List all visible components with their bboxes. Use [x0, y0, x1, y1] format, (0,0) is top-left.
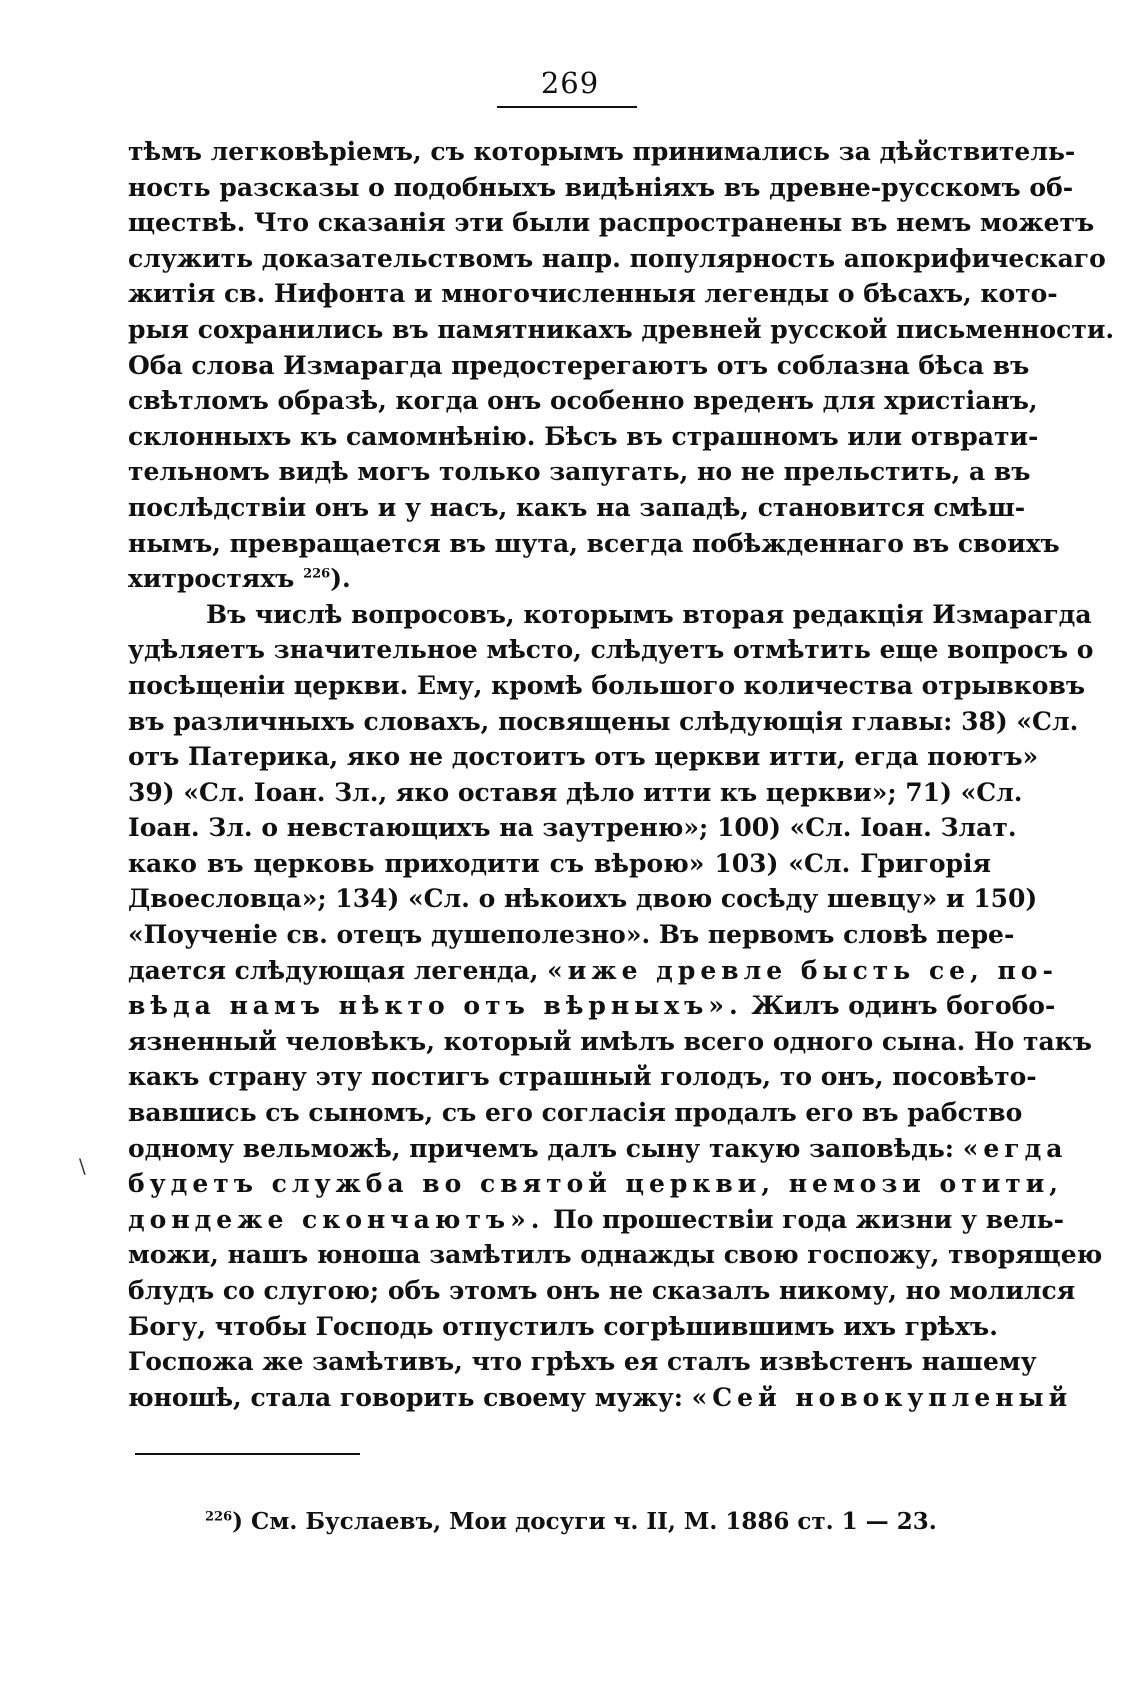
footnote [205, 1508, 937, 1535]
text-line: вавшись съ сыномъ, съ его согласія продалъ его въ рабство [128, 1098, 1023, 1128]
text-line: тельномъ видѣ могъ только запугать, но не прельстить, а въ [128, 457, 1031, 487]
text-line: можи, нашъ юноша замѣтилъ однажды свою госпожу, творящею [128, 1240, 1103, 1270]
footnote-text: ) См. Буслаевъ, Мои досуги ч. II, М. 1886 ст. 1 — 23. [232, 1508, 937, 1535]
text-line: Богу, чтобы Господь отпустилъ согрѣшившимъ ихъ грѣхъ. [128, 1311, 998, 1341]
text-line: 39) «Сл. Іоан. Зл., яко оставя дѣло итти къ церкви»; 71) «Сл. [128, 777, 1023, 807]
text-line: Госпожа же замѣтивъ, что грѣхъ ея сталъ извѣстенъ нашему [128, 1347, 1037, 1377]
text-fragment: хитростяхъ [128, 564, 295, 594]
text-line: посѣщеніи церкви. Ему, кромѣ большого количества отрывковъ [128, 670, 1086, 700]
text-line [128, 561, 991, 597]
text-fragment: дается слѣдующая легенда, [128, 955, 539, 985]
text-fragment: юношѣ, стала говорить своему мужу: [128, 1382, 683, 1412]
footnote-reference: 226 [303, 566, 331, 582]
text-fragment: По прошествіи года жизни у вель- [553, 1204, 1064, 1234]
text-line: склонныхъ къ самомнѣнію. Бѣсъ въ страшномъ или отврати- [128, 421, 1039, 451]
text-line: Іоан. Зл. о невстающихъ на заутреню»; 100) «Сл. Іоан. Злат. [128, 813, 1017, 843]
text-line [128, 1202, 1064, 1238]
text-line: послѣдствіи онъ и у насъ, какъ на западѣ, становится смѣш- [128, 492, 1026, 522]
text-line [128, 988, 1056, 1024]
header-rule [497, 106, 637, 108]
text-line: Оба слова Измарагда предостерегаютъ отъ соблазна бѣса въ [128, 350, 1030, 380]
spaced-quote: «Сей новокупленый [691, 1382, 1073, 1412]
text-line: въ различныхъ словахъ, посвящены слѣдующія главы: 38) «Сл. [128, 706, 1079, 736]
page-number: 269 [540, 66, 600, 100]
text-line: отъ Патерика, яко не достоитъ отъ церкви итти, егда поютъ» [128, 742, 1039, 772]
text-line [128, 1380, 1073, 1416]
text-fragment: одному вельможѣ, причемъ далъ сыну такую заповѣдь: [128, 1133, 955, 1163]
text-line: тѣмъ легковѣріемъ, съ которымъ принимались за дѣйствитель- [128, 137, 1076, 166]
text-line: язненный человѣкъ, который имѣлъ всего одного сына. Но такъ [128, 1026, 1092, 1056]
text-line: Двоесловца»; 134) «Сл. о нѣкоихъ двою сосѣду шевцу» и 150) [128, 884, 1038, 914]
footnote-rule [135, 1453, 360, 1455]
text-fragment: Жилъ одинъ богобо- [751, 991, 1056, 1021]
text-fragment: ). [330, 564, 351, 594]
footnote-number: 226 [205, 1509, 233, 1525]
text-line: ществѣ. Что сказанія эти были распространены въ немъ можетъ [128, 208, 1095, 238]
spaced-quote: вѣда намъ нѣкто отъ вѣрныхъ». [128, 991, 743, 1021]
spaced-quote-line: будетъ служба во святой церкви, немози отити, [128, 1169, 1063, 1199]
text-line: блудъ со слугою; объ этомъ онъ не сказалъ никому, но молился [128, 1276, 1076, 1305]
text-line: какъ страну эту постигъ страшный голодъ, то онъ, посовѣто- [128, 1062, 1037, 1092]
text-line: свѣтломъ образѣ, когда онъ особенно вреденъ для христіанъ, [128, 386, 1038, 416]
text-line: удѣляетъ значительное мѣсто, слѣдуетъ отмѣтить еще вопросъ о [128, 635, 1094, 665]
text-line: нымъ, превращается въ шута, всегда побѣжденнаго въ своихъ [128, 528, 1060, 558]
spaced-quote: «егда [962, 1133, 1068, 1163]
spaced-quote: дондеже скончаютъ». [128, 1204, 545, 1234]
text-line [128, 1131, 1068, 1167]
text-line: житія св. Нифонта и многочисленныя легенды о бѣсахъ, кото- [128, 279, 1058, 309]
text-line: «Поученіе св. отецъ душеполезно». Въ первомъ словѣ пере- [128, 920, 1015, 950]
text-line [128, 953, 1058, 989]
text-line: служить доказательствомъ напр. популярность апокрифическаго [128, 243, 1106, 273]
main-text [128, 134, 1115, 1415]
spaced-quote: «иже древле бысть се, по- [547, 955, 1058, 985]
text-line: како въ церковь приходити съ вѣрою» 103) «Сл. Григорія [128, 848, 991, 878]
text-line: ность разсказы о подобныхъ видѣніяхъ въ древне-русскомъ об- [128, 172, 1074, 202]
paragraph-first-line: Въ числѣ вопросовъ, которымъ вторая редакція Измарагда [206, 599, 1092, 629]
text-line: рыя сохранились въ памятникахъ древней русской письменности. [128, 314, 1115, 344]
margin-mark: \ [79, 1154, 86, 1178]
